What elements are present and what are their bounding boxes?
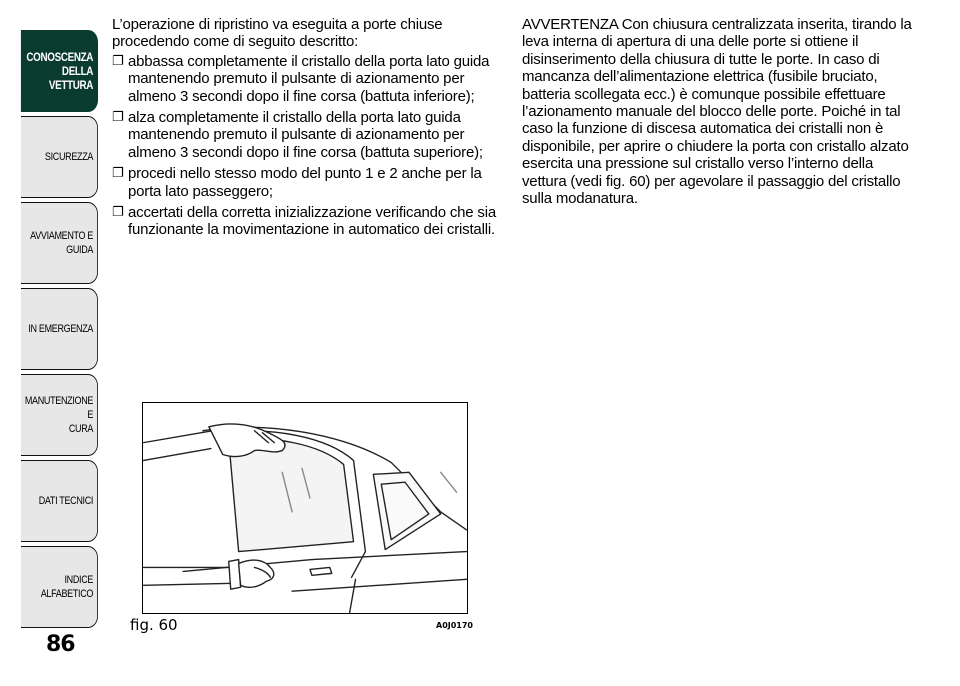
tab-avviamento-e-guida[interactable]: AVVIAMENTO E GUIDA	[21, 202, 98, 284]
figure-code: A0J0170	[436, 621, 473, 630]
warning-paragraph: AVVERTENZA Con chiusura centralizzata inserita, tirando la leva interna di apertura di una delle porte si ottiene il disinserimento della chiusura di tutte le porte. In caso di mancanza dell’alimentazione elettrica (fusibile bruciato, batteria scollegata ecc.) è comunque possibile effettuare l’azionamento manuale del blocco delle porte. Poiché in tal caso la funzione di discesa automatica dei cristalli non è disponibile, per aprire o chiudere la porta con cristallo alzato esercita una pressione sul cristallo verso l’interno della vettura (vedi fig. 60) per agevolare il passaggio del cristallo sulla modanatura.	[522, 16, 912, 208]
tab-sicurezza[interactable]: SICUREZZA	[21, 116, 98, 198]
steps-list	[112, 53, 504, 239]
tab-conoscenza-della-vettura[interactable]: CONOSCENZA DELLA VETTURA	[21, 30, 98, 112]
list-item: ❐ accertati della corretta inizializzazione verificando che sia funzionante la movimentazione in automatico dei cristalli.	[112, 204, 504, 239]
car-door-illustration	[143, 403, 467, 613]
right-column	[522, 16, 918, 207]
list-item: ❐ abbassa completamente il cristallo della porta lato guida mantenendo premuto il pulsante di azionamento per almeno 3 secondi dopo il fine corsa (battuta inferiore);	[112, 53, 504, 105]
page-number: 86	[46, 632, 75, 657]
figure-label: fig. 60	[130, 616, 178, 634]
tab-manutenzione-e-cura[interactable]: MANUTENZIONE E CURA	[21, 374, 98, 456]
intro-paragraph: L’operazione di ripristino va eseguita a porte chiuse procedendo come di seguito descritto:	[112, 16, 443, 51]
figure-car-door-illustration	[142, 402, 468, 614]
tab-in-emergenza[interactable]: IN EMERGENZA	[21, 288, 98, 370]
tab-indice-alfabetico[interactable]: INDICE ALFABETICO	[21, 546, 98, 628]
tab-dati-tecnici[interactable]: DATI TECNICI	[21, 460, 98, 542]
chapter-sidebar	[0, 0, 100, 686]
left-column	[112, 16, 504, 243]
list-item: ❐ procedi nello stesso modo del punto 1 e 2 anche per la porta lato passeggero;	[112, 165, 504, 200]
list-item: ❐ alza completamente il cristallo della porta lato guida mantenendo premuto il pulsante di azionamento per almeno 3 secondi dopo il fine corsa (battuta superiore);	[112, 109, 504, 161]
